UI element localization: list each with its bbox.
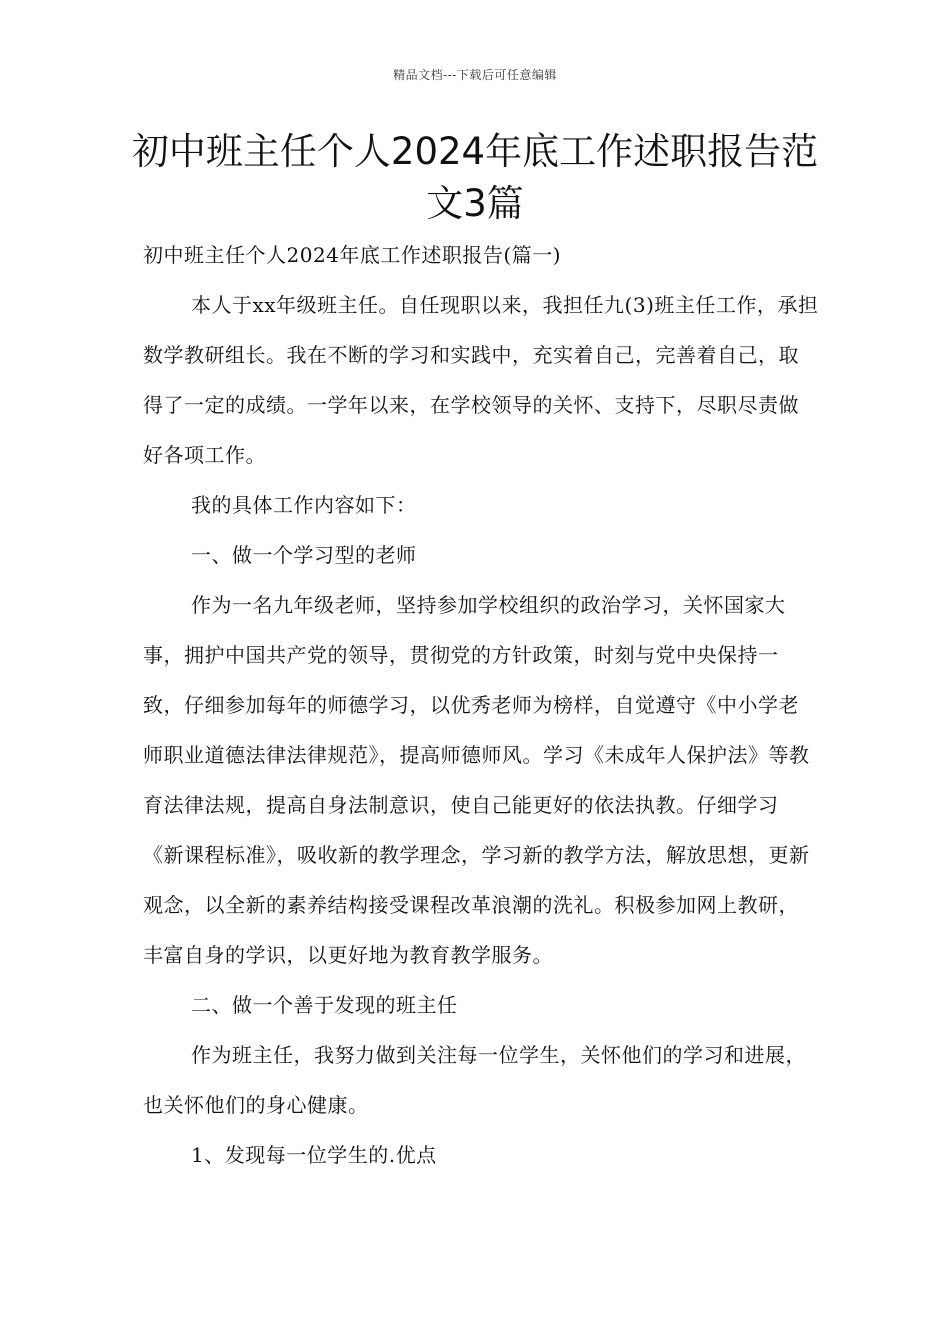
paragraph-discovering-teacher: 作为班主任，我努力做到关注每一位学生，关怀他们的学习和进展，也关怀他们的身心健康。 bbox=[143, 1043, 806, 1117]
paragraph-learning-teacher: 作为一名九年级老师，坚持参加学校组织的政治学习，关怀国家大事，拥护中国共产党的领导，贯彻党的方针政策，时刻与党中央保持一致，仔细参加每年的师德学习，以优秀老师为榜样，自觉遵守《中小学老师职业道德法律法律规范》，提高师德师风。学习《未成年人保护法》等教育法律法规，提高自身法制意识，使自己能更好的依法执教。仔细学习《新课程标准》，吸收新的教学理念，学习新的教学方法，解放思想，更新观念，以全新的素养结构接受课程改革浪潮的洗礼。积极参加网上教研，丰富自身的学识，以更好地为教育教学服务。 bbox=[143, 593, 810, 967]
paragraph-work-content: 我的具体工作内容如下： bbox=[191, 493, 417, 517]
heading-student-strengths: 1、发现每一位学生的.优点 bbox=[191, 1143, 437, 1167]
document-body bbox=[143, 230, 819, 1180]
document-title: 初中班主任个人2024年底工作述职报告范文3篇 bbox=[131, 130, 819, 225]
section-title: 初中班主任个人2024年底工作述职报告(篇一) bbox=[143, 243, 562, 267]
paragraph-intro: 本人于xx年级班主任。自任现职以来，我担任九(3)班主任工作，承担数学教研组长。我在不断的学习和实践中，充实着自己，完善着自己，取得了一定的成绩。一学年以来，在学校领导的关怀、支持下，尽职尽责做好各项工作。 bbox=[143, 293, 819, 467]
heading-discovering-teacher: 二、做一个善于发现的班主任 bbox=[191, 993, 458, 1017]
heading-learning-teacher: 一、做一个学习型的老师 bbox=[191, 543, 417, 567]
header-note: 精品文档---下载后可任意编辑 bbox=[393, 68, 557, 82]
